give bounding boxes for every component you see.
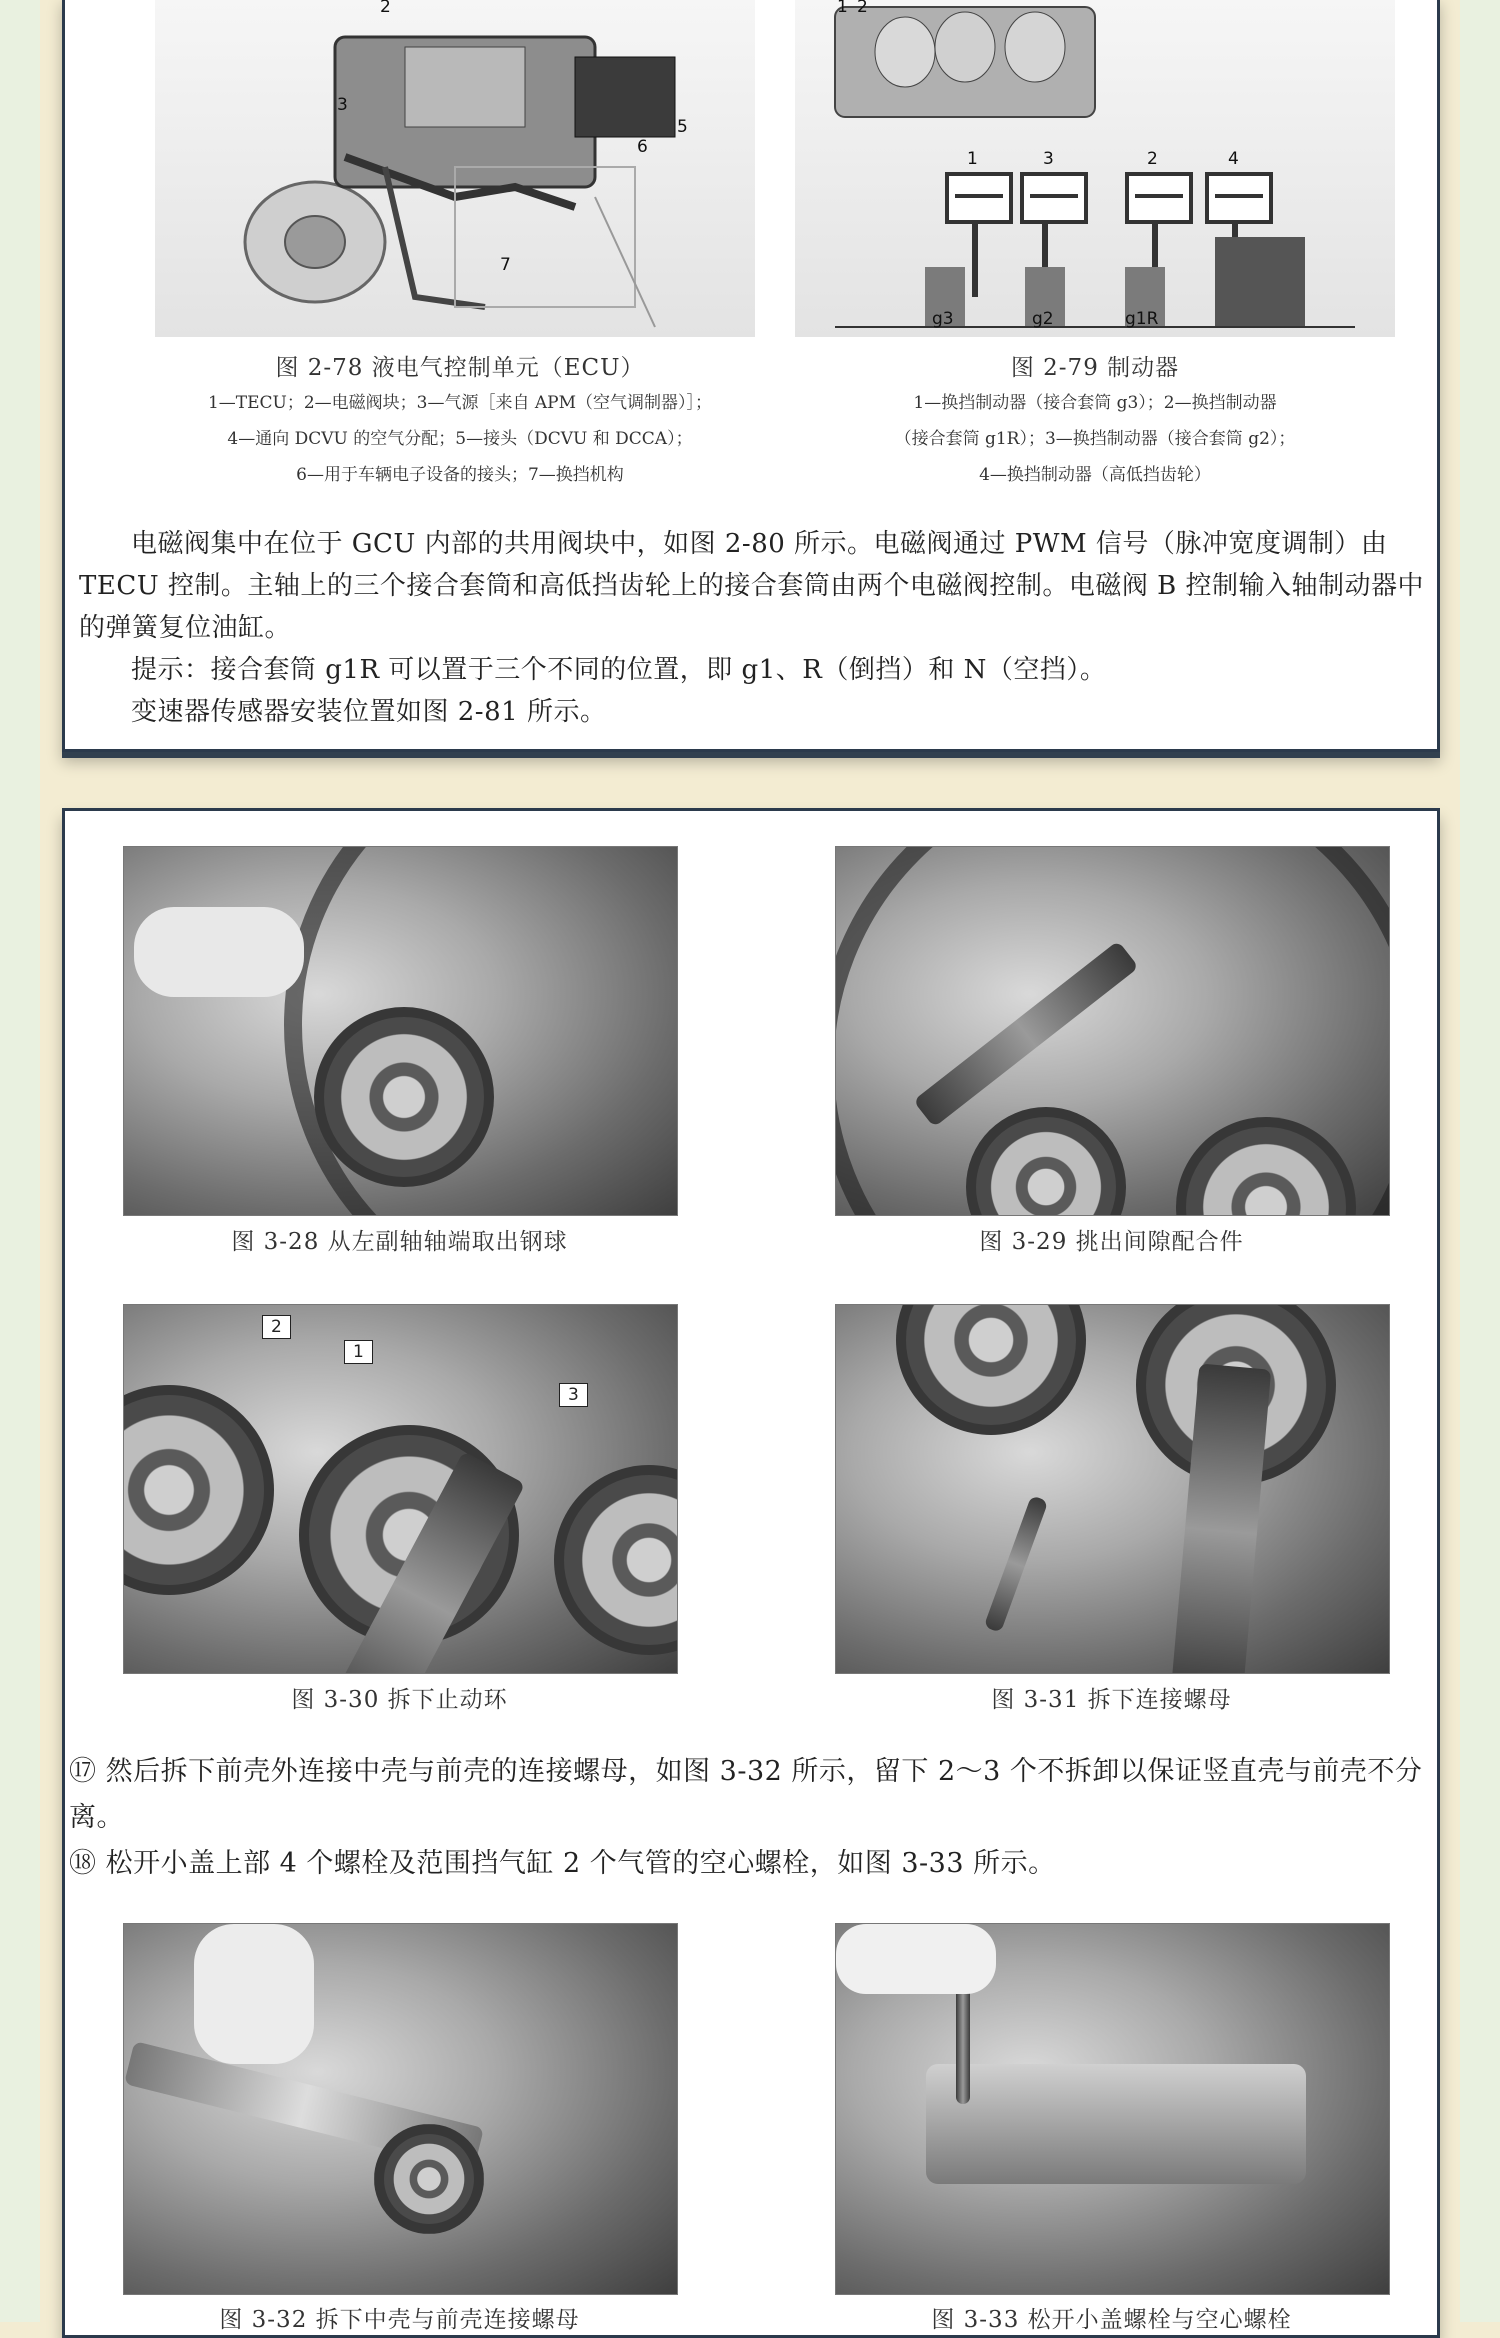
book-page-bottom <box>62 808 1440 2338</box>
brake-drawing <box>795 0 1395 337</box>
brake-number-4: 4 <box>1228 149 1239 169</box>
photo-fig-3-31 <box>835 1304 1390 1674</box>
ecu-drawing <box>155 0 755 337</box>
gear-label-g2: g2 <box>1032 309 1054 329</box>
fig-2-78-legend-line: 4—通向 DCVU 的空气分配；5—接头（DCVU 和 DCCA）； <box>227 429 693 449</box>
left-margin-band <box>0 0 40 2322</box>
gear-label-g3: g3 <box>932 309 954 329</box>
fig-3-32-caption: 图 3-32 拆下中壳与前壳连接螺母 <box>219 2307 580 2333</box>
callout-2: 2 <box>857 0 868 17</box>
photo-fig-3-33 <box>835 1923 1390 2295</box>
callout-5: 5 <box>677 117 688 137</box>
right-margin-band <box>1460 0 1500 2322</box>
step-text <box>69 1749 1439 1887</box>
step-17: ⑰ 然后拆下前壳外连接中壳与前壳的连接螺母，如图 3-32 所示，留下 2～3 个不拆卸以保证竖直壳与前壳不分离。 <box>69 1756 1423 1833</box>
book-page-top <box>62 0 1440 752</box>
step-18: ⑱ 松开小盖上部 4 个螺栓及范围挡气缸 2 个气管的空心螺栓，如图 3-33 所示。 <box>69 1848 1056 1879</box>
brake-4 <box>1205 172 1273 224</box>
callout-7: 7 <box>500 255 511 275</box>
paragraph: 电磁阀集中在位于 GCU 内部的共用阀块中，如图 2-80 所示。电磁阀通过 PWM 信号（脉冲宽度调制）由 TECU 控制。主轴上的三个接合套筒和高低挡齿轮上的接合套筒由两个电磁阀控制。电磁阀 B 控制输入轴制动器中的弹簧复位油缸。 <box>79 529 1425 643</box>
tag-2: 2 <box>262 1315 291 1339</box>
photo-fig-3-30 <box>123 1304 678 1674</box>
callout-2: 2 <box>380 0 391 17</box>
photo-fig-3-29 <box>835 846 1390 1216</box>
fig-3-29-caption: 图 3-29 挑出间隙配合件 <box>979 1229 1244 1255</box>
fig-2-79-legend <box>795 385 1395 493</box>
fig-2-79-caption: 图 2-79 制动器 <box>1010 355 1180 381</box>
photo-fig-3-28 <box>123 846 678 1216</box>
brake-1 <box>945 172 1013 224</box>
fig-2-78-legend-line: 6—用于车辆电子设备的接头；7—换挡机构 <box>296 465 624 485</box>
fig-2-79-legend-line: 4—换挡制动器（高低挡齿轮） <box>979 465 1211 485</box>
brake-illustration <box>795 0 1395 337</box>
fig-2-78-caption: 图 2-78 液电气控制单元（ECU） <box>275 355 645 381</box>
fig-2-79-legend-line: 1—换挡制动器（接合套筒 g3）；2—换挡制动器 <box>913 393 1277 413</box>
brake-2 <box>1125 172 1193 224</box>
body-text <box>79 523 1429 733</box>
fig-3-33-caption: 图 3-33 松开小盖螺栓与空心螺栓 <box>931 2307 1292 2333</box>
gear-label-g1r: g1R <box>1125 309 1159 329</box>
fig-2-79-legend-line: （接合套筒 g1R）；3—换挡制动器（接合套筒 g2）； <box>894 429 1296 449</box>
fig-3-31-caption: 图 3-31 拆下连接螺母 <box>991 1687 1232 1713</box>
paragraph-tip: 提示：接合套筒 g1R 可以置于三个不同的位置，即 g1、R（倒挡）和 N（空挡）。 <box>131 655 1107 685</box>
callout-6: 6 <box>637 137 648 157</box>
fig-3-30-caption: 图 3-30 拆下止动环 <box>291 1687 508 1713</box>
brake-number-3: 3 <box>1043 149 1054 169</box>
paragraph: 变速器传感器安装位置如图 2-81 所示。 <box>131 697 607 727</box>
fig-2-78-legend <box>115 385 805 493</box>
fig-3-28-caption: 图 3-28 从左副轴轴端取出钢球 <box>231 1229 568 1255</box>
brake-3 <box>1020 172 1088 224</box>
tag-1: 1 <box>344 1340 373 1364</box>
brake-number-1: 1 <box>967 149 978 169</box>
callout-1: 1 <box>837 0 848 17</box>
brake-number-2: 2 <box>1147 149 1158 169</box>
tag-3: 3 <box>559 1383 588 1407</box>
callout-3: 3 <box>337 95 348 115</box>
photo-fig-3-32 <box>123 1923 678 2295</box>
fig-2-78-legend-line: 1—TECU；2—电磁阀块；3—气源［来自 APM（空气调制器）］； <box>207 393 713 413</box>
ecu-illustration <box>155 0 755 337</box>
